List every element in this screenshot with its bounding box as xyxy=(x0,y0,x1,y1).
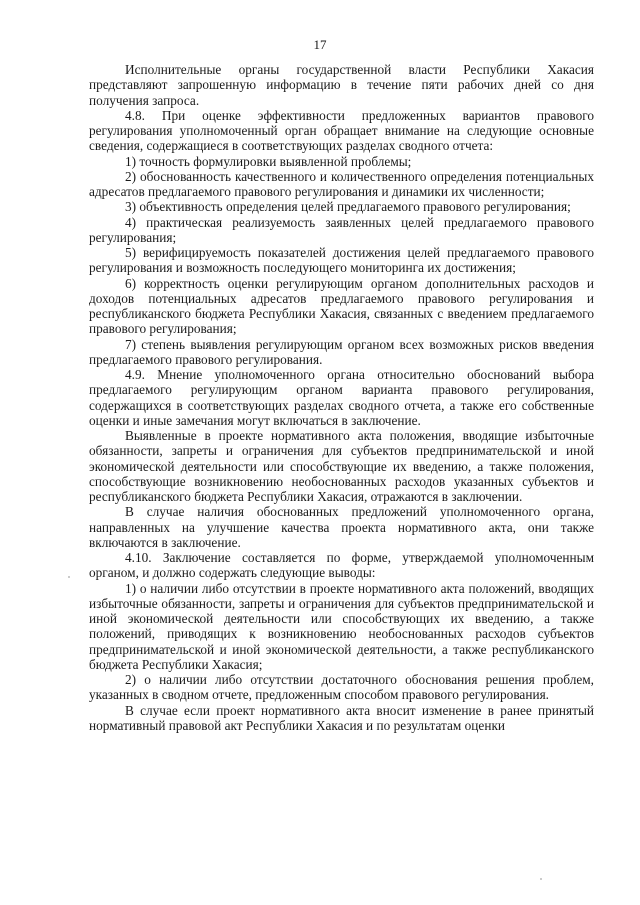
paragraph-executive-bodies: Исполнительные органы государственной власти Республики Хакасия представляют запрошенную информацию в течение пяти рабочих дней со дня получения запроса. xyxy=(89,62,594,108)
list-item-4-8-1: 1) точность формулировки выявленной проблемы; xyxy=(125,153,412,169)
paragraph-identified-provisions: Выявленные в проекте нормативного акта положения, вводящие избыточные обязанности, запреты и ограничения для субъектов предпринимательской и иной экономической деятельности или способствующие их введению, а также положения, способствующие возникновению необоснованных расходов указанных субъектов и республиканского бюджета Республики Хакасия, отражаются в заключении. xyxy=(89,428,594,504)
scan-speck xyxy=(68,576,70,578)
list-item-4-8-3: 3) объективность определения целей предлагаемого правового регулирования; xyxy=(125,199,571,215)
paragraph-amendment: В случае если проект нормативного акта вносит изменение в ранее принятый нормативный правовой акт Республики Хакасия и по результатам оценки xyxy=(89,702,594,733)
document-body xyxy=(89,62,594,733)
paragraph-4-10: 4.10. Заключение составляется по форме, утверждаемой уполномоченным органом, и должно содержать следующие выводы: xyxy=(89,550,594,581)
list-item-4-8-4: 4) практическая реализуемость заявленных целей предлагаемого правового регулирования; xyxy=(89,214,594,245)
paragraph-proposals: В случае наличия обоснованных предложений уполномоченного органа, направленных на улучшение качества проекта нормативного акта, они также включаются в заключение. xyxy=(89,504,594,550)
list-item-4-8-6: 6) корректность оценки регулирующим органом дополнительных расходов и доходов потенциальных адресатов предлагаемого правового регулирования и республиканского бюджета Республики Хакасия, связанных с введением предлагаемого правового регулирования; xyxy=(89,275,594,337)
list-item-4-8-5: 5) верифицируемость показателей достижения целей предлагаемого правового регулирования и возможность последующего мониторинга их достижения; xyxy=(89,245,594,276)
page-number: 17 xyxy=(313,37,327,52)
list-item-4-8-2: 2) обоснованность качественного и количественного определения потенциальных адресатов предлагаемого правового регулирования и динамики их численности; xyxy=(89,168,594,199)
list-item-4-10-2: 2) о наличии либо отсутствии достаточного обоснования решения проблем, указанных в сводном отчете, предложенным способом правового регулирования. xyxy=(89,672,594,703)
paragraph-4-8: 4.8. При оценке эффективности предложенных вариантов правового регулирования уполномоченный орган обращает внимание на следующие основные сведения, содержащиеся в соответствующих разделах сводного отчета: xyxy=(89,107,594,154)
paragraph-4-9: 4.9. Мнение уполномоченного органа относительно обоснований выбора предлагаемого регулирующим органом варианта правового регулирования, содержащихся в соответствующих разделах сводного отчета, а также его собственные оценки и иные замечания могут включаться в заключение. xyxy=(89,367,594,428)
scan-speck xyxy=(540,878,542,880)
list-item-4-10-1: 1) о наличии либо отсутствии в проекте нормативного акта положений, вводящих избыточные обязанности, запреты и ограничения для субъектов предпринимательской и иной экономической деятельности или способствующих их введению, а также положений, приводящих к возникновению необоснованных расходов субъектов предпринимательской и иной экономической деятельности, а также республиканского бюджета Республики Хакасия; xyxy=(89,580,594,672)
list-item-4-8-7: 7) степень выявления регулирующим органом всех возможных рисков введения предлагаемого правового регулирования. xyxy=(89,336,594,367)
